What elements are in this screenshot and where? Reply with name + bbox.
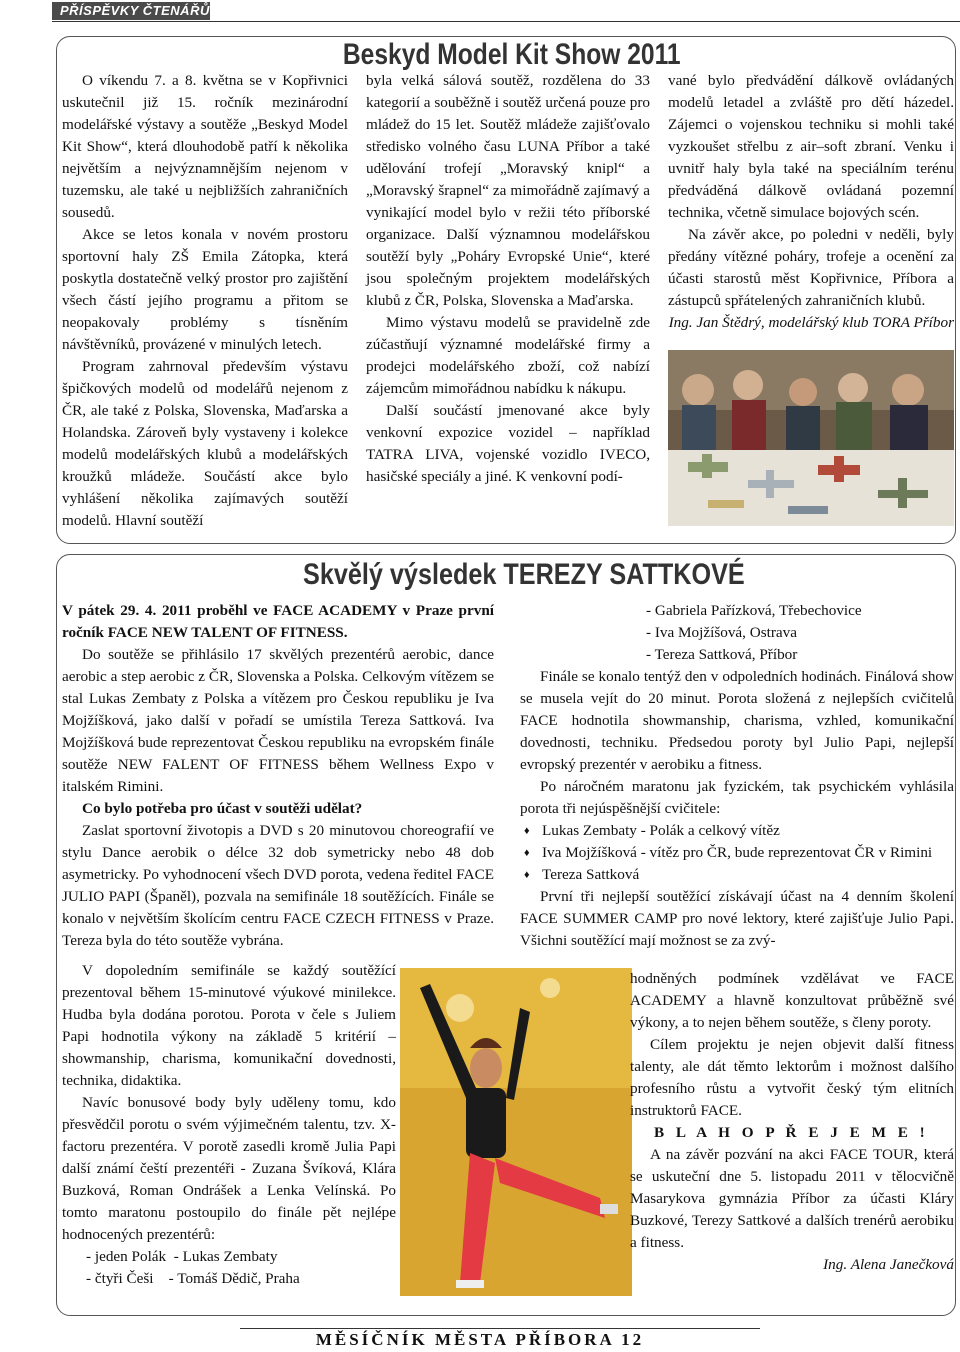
- paragraph: Finále se konalo tentýž den v odpoledních hodinách. Finálová show se musela vejít do 20 minut. Porota složená z nejlepších cvičitelů FACE hodnotila showmanship, charisma, vzhled, komunikační dovednosti, techniku. Předsedou poroty byl Julio Papi, nejlepší evropský prezentér v aerobiku a fitness.: [520, 668, 954, 773]
- congratulations: B L A H O P Ř E J E M E !: [654, 1124, 929, 1141]
- model-show-photo: [668, 350, 954, 526]
- article2-column-left-lower: [62, 960, 396, 1290]
- footer-divider: [240, 1328, 760, 1329]
- finalist-line: - Gabriela Pařízková, Třebechovice: [646, 602, 862, 619]
- paragraph: Mimo výstavu modelů se pravidelně zde zúčastňují významné modelářské firmy a prodejci modelářského zboží, což nabízí zájemcům mimořádnou nabídku k nákupu.: [366, 314, 650, 397]
- paragraph: Akce se letos konala v novém prostoru sportovní haly ZŠ Emila Zátopka, která poskytla dostatečně velký prostor pro zajištění všech částí jejího programu a přitom se neopakovaly problémy s tísněním návštěvníků, provázené v minulých letech.: [62, 226, 348, 353]
- header-divider: [52, 21, 960, 22]
- paragraph: Program zahrnoval především výstavu špičkových modelů od modelářů nejenom z ČR, ale také z Polska, Slovenska, Maďarska a Holandska. Zároveň byly vystaveny i kolekce modelů modelářských klubů a modelářských kroužků mládeže. Součástí akce bylo vyhlášení několika zajímavých soutěží modelů. Hlavní soutěží: [62, 358, 348, 529]
- article2-column-right-lower: [630, 968, 954, 1276]
- tereza-photo: [400, 968, 632, 1296]
- lead-paragraph: V pátek 29. 4. 2011 proběhl ve FACE ACADEMY v Praze první ročník FACE NEW TALENT OF FITNESS.: [62, 602, 494, 641]
- page-footer: MĚSÍČNÍK MĚSTA PŘÍBORA 12: [315, 1330, 645, 1349]
- paragraph: Do soutěže se přihlásilo 17 skvělých prezentérů aerobic, dance aerobic a step aerobic z ČR, Slovenska a Polska. Celkovým vítězem se stal Lukas Zembaty z Polska a vítězem pro Českou republiku je Iva Mojžíšková, jako další v pořadí se umístila Tereza Sattková. Iva Mojžíšková bude reprezentovat Českou republiku na evropském finále soutěže NEW FALENT OF FITNESS během Wellness Expo v italském Rimini.: [62, 646, 494, 795]
- paragraph: vané bylo předvádění dálkově ovládaných modelů letadel a zvláště pro dětí házedel. Zájemci o vojenskou techniku si mohli také vyzkoušet střelbu z air–soft zbraní. Venku i uvnitř haly byla také na speciálním terénu předváděná dálkově ovládaná pozemní technika, včetně simulace bojových scén.: [668, 72, 954, 221]
- paragraph: V dopoledním semifinále se každý soutěžící prezentoval během 15-minutové výukové minilekce. Hudba byla dodána porotou. Porota v čele s Juliem Papi hodnotila výkony na základě 5 kritérií – showmanship, charisma, komunikační dovednosti, technika, didaktika.: [62, 962, 396, 1089]
- list-item: ♦ Lukas Zembaty - Polák a celkový vítěz: [520, 820, 954, 842]
- finalist-line: - čtyři Češi - Tomáš Dědič, Praha: [86, 1270, 300, 1287]
- article1-column-2: [366, 70, 650, 488]
- paragraph: Navíc bonusové body byly uděleny tomu, kdo přesvědčil porotu o svém výjimečném talentu, tzv. X-factoru prezentéra. V porotě zasedli kromě Julia Papi další známí čeští prezentéři - Zuzana Švíková, Klára Buzková, Roman Ondrášek a Lenka Velínská. Po tomto maratonu postoupilo do finále pět nejlépe hodnocených prezentérů:: [62, 1094, 396, 1243]
- paragraph: První tři nejlepší soutěžící získávají účast na 4 denním školení FACE SUMMER CAMP pro nové lektory, které zajišťuje Julio Papi. Všichni soutěžící mají možnost se za zvý-: [520, 888, 954, 949]
- paragraph: byla velká sálová soutěž, rozdělena do 33 kategorií a souběžně i soutěž určená pouze pro mládež do 15 let. Soutěž mládeže zajišťovalo středisko volného času LUNA Příbor a také udělování trofejí „Moravský knipl“ a „Moravský šrapnel“ za mimořádně zajímavý a vynikající model bylo v režii této příborské organizace. Další významnou modelářskou soutěží byly „Poháry Evropské Unie“, které jsou společným projektem modelářských klubů z ČR, Polska, Slovenska a Maďarska.: [366, 72, 650, 309]
- paragraph: Na závěr akce, po poledni v neděli, byly předány vítězné poháry, trofeje a ocenění za účasti starostů měst Kopřivnice, Příbora a zástupců spřátelených zahraničních klubů.: [668, 226, 954, 309]
- section-tag: PŘÍSPĚVKY ČTENÁŘŮ: [52, 2, 210, 20]
- paragraph: Cílem projektu je nejen objevit další fitness talenty, ale dát těmto lektorům i možnost dalšího profesního růstu a vytvořit český tým elitních instruktorů FACE.: [630, 1036, 954, 1119]
- article2-column-left: [62, 600, 494, 952]
- article-title-fitness: Skvělý výsledek TEREZY SATTKOVÉ: [298, 558, 750, 592]
- article1-column-3: [668, 70, 954, 334]
- list-item: ♦ Tereza Sattková: [520, 864, 954, 886]
- finalist-line: - Tereza Sattková, Příbor: [646, 646, 798, 663]
- article2-column-right: [520, 600, 954, 952]
- finalist-line: - Iva Mojžíšová, Ostrava: [646, 624, 797, 641]
- list-item: ♦ Iva Mojžíšková - vítěz pro ČR, bude reprezentovat ČR v Rimini: [520, 842, 954, 864]
- finalist-line: - jeden Polák - Lukas Zembaty: [86, 1248, 278, 1265]
- author-signature: Ing. Alena Janečková: [823, 1256, 954, 1273]
- author-signature: Ing. Jan Štědrý, modelářský klub TORA Příbor: [668, 314, 954, 331]
- paragraph: hodněných podmínek vzdělávat ve FACE ACADEMY a hlavně konzultovat průběžně své výkony, a to nejen během soutěže, s členy poroty.: [630, 970, 954, 1031]
- subheading: Co bylo potřeba pro účast v soutěži udělat?: [82, 800, 363, 817]
- paragraph: Další součástí jmenované akce byly venkovní expozice vozidel – například TATRA LIVA, vojenské vozidlo IVECO, hasičské speciály a jiné. K venkovní podí-: [366, 402, 650, 485]
- paragraph: O víkendu 7. a 8. května se v Kopřivnici uskutečnil již 15. ročník mezinárodní modelářské výstavy a soutěže „Beskyd Model Kit Show“, která dlouhodobě patří k několika největším a nejvýznamnějším nejenom v tuzemsku, ale také u nejbližších zahraničních sousedů.: [62, 72, 348, 221]
- paragraph: A na závěr pozvání na akci FACE TOUR, která se uskuteční dne 5. listopadu 2011 v tělocvičně Masarykova gymnázia Příbor za účasti Kláry Buzkové, Terezy Sattkové a dalších trenérů aerobiku a fitness.: [630, 1146, 954, 1251]
- winners-list: [520, 820, 954, 886]
- article1-column-1: [62, 70, 348, 532]
- paragraph: Zaslat sportovní životopis a DVD s 20 minutovou choreografií ve stylu Dance aerobik o délce 32 dob symetricky nebo 48 dob asymetricky. Po vyhodnocení všech DVD porota, vedena ředitel FACE JULIO PAPI (Španěl), pozvala na semifinále 18 soutěžících. Finále se konalo v největším školícím centru FACE CZECH FITNESS v Praze. Tereza byla do této soutěže vybrána.: [62, 822, 494, 949]
- paragraph: Po náročném maratonu jak fyzickém, tak psychickém vyhlásila porota tři nejúspěšnější cvičitele:: [520, 778, 954, 817]
- article-title-model-show: Beskyd Model Kit Show 2011: [338, 38, 686, 72]
